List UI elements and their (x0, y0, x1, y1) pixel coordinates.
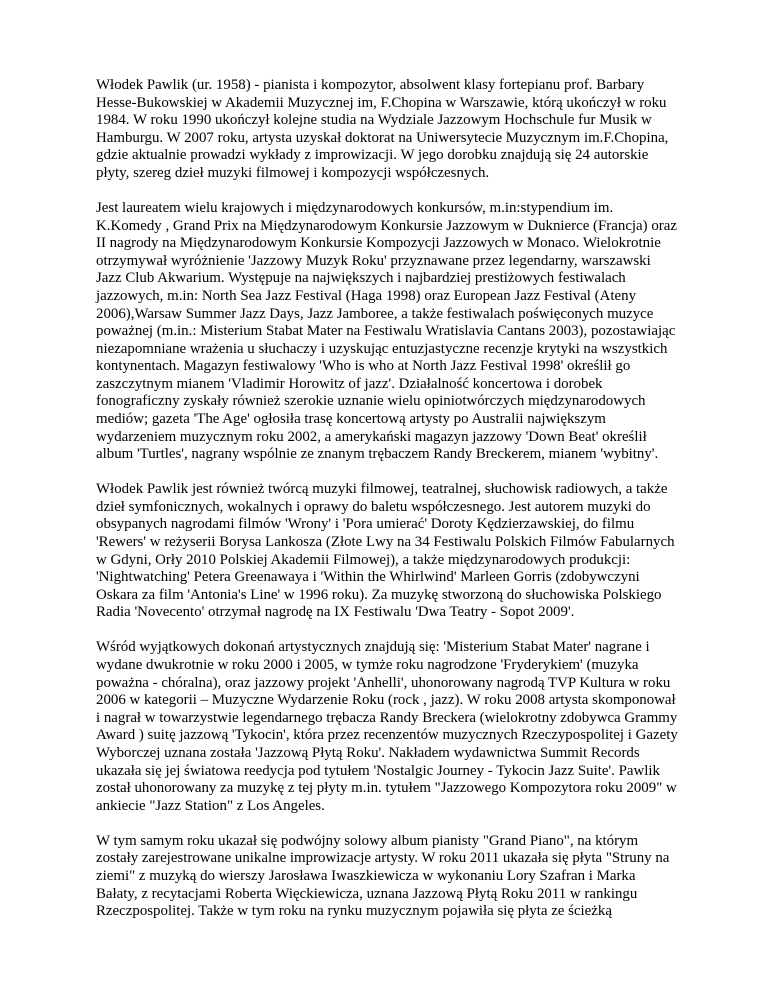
paragraph-biography: Włodek Pawlik (ur. 1958) - pianista i kompozytor, absolwent klasy fortepianu prof. Barbary Hesse-Bukowskiej w Akademii Muzycznej im, F.Chopina w Warszawie, którą ukończył w roku 1984. W roku 1990 ukończył kolejne studia na Wydziale Jazzowym Hochschule fur Musik w Hamburgu. W 2007 roku, artysta uzyskał doktorat na Uniwersytecie Muzycznym im.F.Chopina, gdzie aktualnie prowadzi wykłady z improwizacji. W jego dorobku znajdują się 24 autorskie płyty, szereg dzieł muzyki filmowej i kompozycji współczesnych. (96, 77, 669, 181)
paragraph-film-music: Włodek Pawlik jest również twórcą muzyki filmowej, teatralnej, słuchowisk radiowych, a także dzieł symfonicznych, wokalnych i oprawy do baletu współczesnego. Jest autorem muzyki do obsypanych nagrodami filmów 'Wrony' i 'Pora umierać' Doroty Kędzierzawskiej, do filmu 'Rewers' w reżyserii Borysa Lankosza (Złote Lwy na 34 Festiwalu Polskich Filmów Fabularnych w Gdyni, Orły 2010 Polskiej Akademii Filmowej), a także międzynarodowych produkcji: 'Nightwatching' Petera Greenawaya i 'Within the Whirlwind' Marleen Gorris (zdobywczyni Oskara za film 'Antonia's Line' w 1996 roku). Za muzykę stworzoną do słuchowiska Polskiego Radia 'Novecento' otrzymał nagrodę na IX Festiwalu 'Dwa Teatry - Sopot 2009'. (96, 481, 675, 621)
paragraph-awards: Jest laureatem wielu krajowych i międzynarodowych konkursów, m.in:stypendium im. K.Komedy , Grand Prix na Międzynarodowym Konkursie Jazzowym w Duknierce (Francja) oraz II nagrody na Międzynarodowym Konkursie Kompozycji Jazzowych w Monaco. Wielokrotnie otrzymywał wyróżnienie 'Jazzowy Muzyk Roku' przyznawane przez legendarny, warszawski Jazz Club Akwarium. Występuje na największych i najbardziej prestiżowych festiwalach jazzowych, m.in: North Sea Jazz Festival (Haga 1998) oraz European Jazz Festival (Ateny 2006),Warsaw Summer Jazz Days, Jazz Jamboree, a także festiwalach poświęconych muzyce poważnej (m.in.: Misterium Stabat Mater na Festiwalu Wratislavia Cantans 2003), pozostawiając niezapomniane wrażenia u słuchaczy i uzyskując entuzjastyczne recenzje krytyki na wszystkich kontynentach. Magazyn festiwalowy 'Who is who at North Jazz Festival 1998' określił go zaszczytnym mianem 'Vladimir Horowitz of jazz'. Działalność koncertowa i dorobek fonograficzny zyskały również szerokie uznanie wielu opiniotwórczych międzynarodowych mediów; gazeta 'The Age' ogłosiła trasę koncertową artysty po Australii największym wydarzeniem muzycznym roku 2002, a amerykański magazyn jazzowy 'Down Beat' określił album 'Turtles', nagrany wspólnie ze znanym trębaczem Randy Breckerem, mianem 'wybitny'. (96, 199, 677, 463)
document-body (96, 77, 680, 921)
paragraph-albums: W tym samym roku ukazał się podwójny solowy album pianisty "Grand Piano", na którym zostały zarejestrowane unikalne improwizacje artysty. W roku 2011 ukazała się płyta "Struny na ziemi" z muzyką do wierszy Jarosława Iwaszkiewicza w wykonaniu Lory Szafran i Marka Bałaty, z recytacjami Roberta Więckiewicza, uznana Jazzową Płytą Roku 2011 w rankingu Rzeczpospolitej. Także w tym roku na rynku muzycznym pojawiła się płyta ze ścieżką (96, 832, 670, 920)
paragraph-achievements: Wśród wyjątkowych dokonań artystycznych znajdują się: 'Misterium Stabat Mater' nagrane i wydane dwukrotnie w roku 2000 i 2005, w tymże roku nagrodzone 'Fryderykiem' (muzyka poważna - chóralna), oraz jazzowy projekt 'Anhelli', uhonorowany nagrodą TVP Kultura w roku 2006 w kategorii – Muzyczne Wydarzenie Roku (rock , jazz). W roku 2008 artysta skomponował i nagrał w towarzystwie legendarnego trębacza Randy Breckera (wielokrotny zdobywca Grammy Award ) suitę jazzową 'Tykocin', która przez recenzentów muzycznych Rzeczypospolitej i Gazety Wyborczej uznana została 'Jazzową Płytą Roku'. Nakładem wydawnictwa Summit Records ukazała się jej światowa reedycja pod tytułem 'Nostalgic Journey - Tykocin Jazz Suite'. Pawlik został uhonorowany za muzykę z tej płyty m.in. tytułem "Jazzowego Kompozytora roku 2009" w ankiecie "Jazz Station" z Los Angeles. (96, 639, 678, 814)
